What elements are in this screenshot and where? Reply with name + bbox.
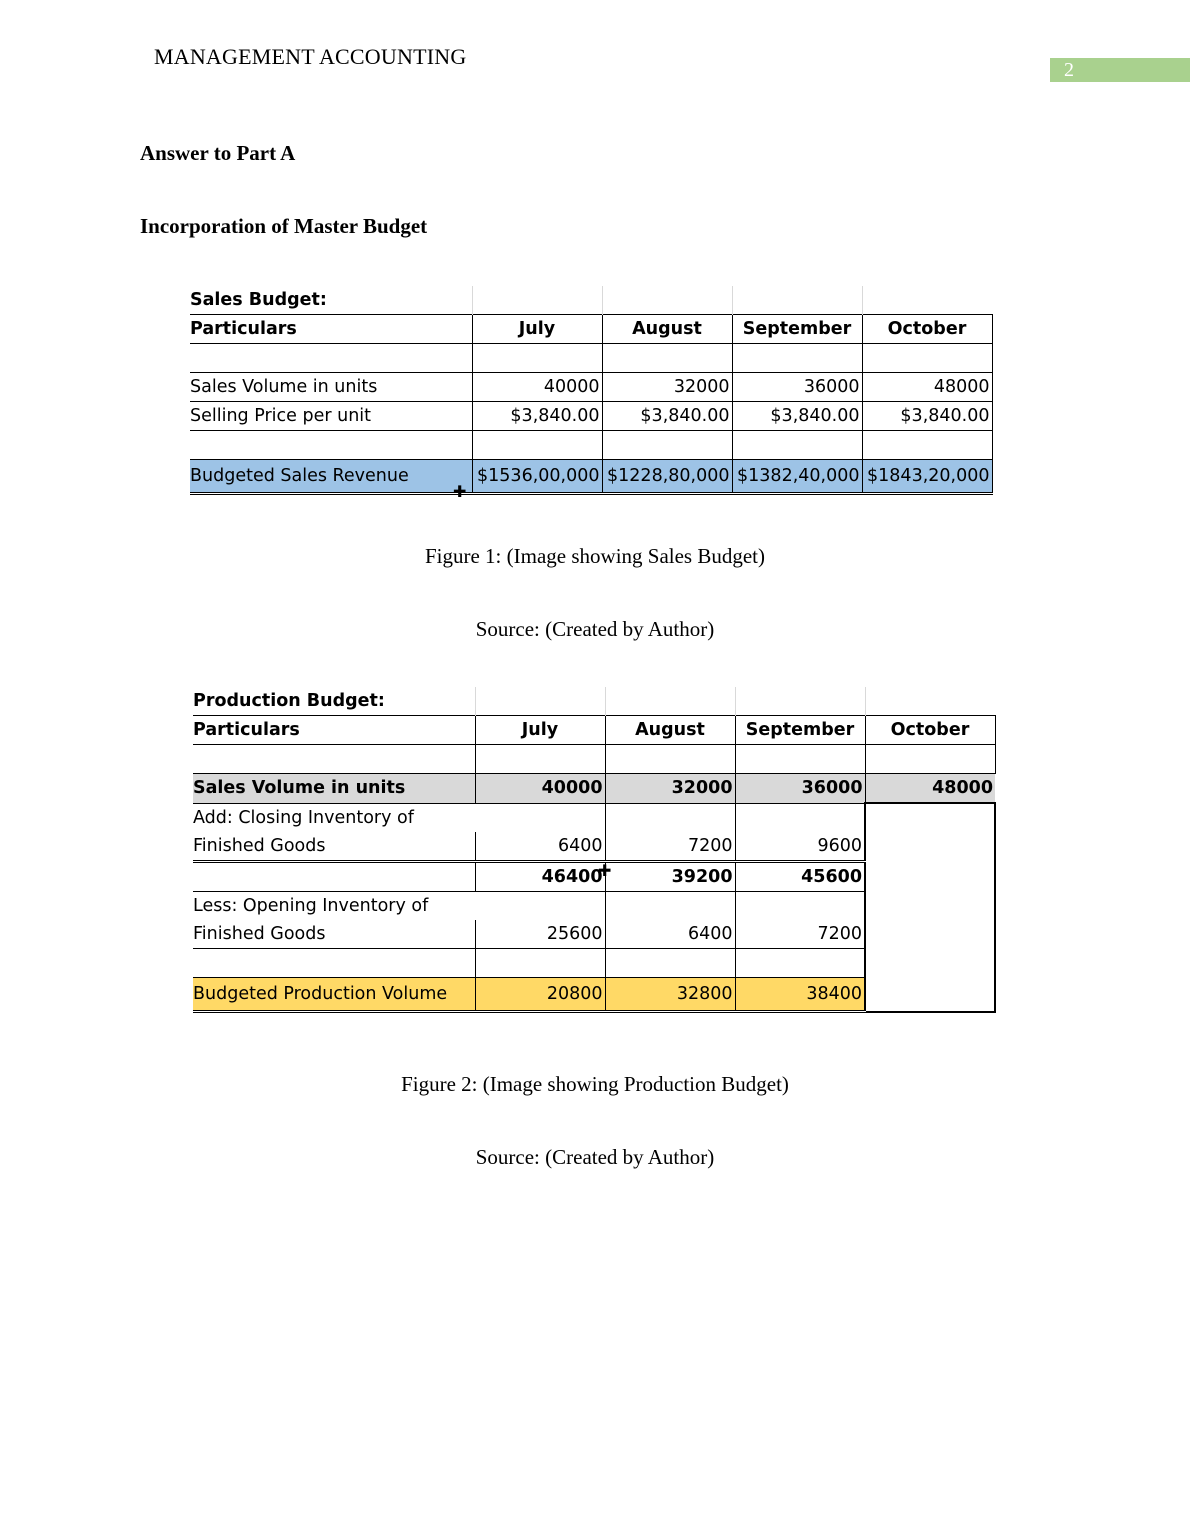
cell-value: $1843,20,000 — [862, 460, 992, 494]
cell-value: 48000 — [865, 774, 995, 804]
column-header: September — [735, 716, 865, 745]
figure1-source: Source: (Created by Author) — [475, 617, 715, 641]
cell-value: 6400 — [475, 832, 605, 862]
cell-value: 32800 — [605, 978, 735, 1012]
row-label: Budgeted Production Volume — [193, 978, 475, 1012]
figure2-caption: Figure 2: (Image showing Production Budget) — [401, 1072, 789, 1096]
row-label — [193, 862, 475, 892]
part-heading: Answer to Part A — [140, 141, 296, 165]
table-row — [190, 460, 992, 494]
row-label: Budgeted Sales Revenue — [190, 460, 472, 494]
figure1-caption: Figure 1: (Image showing Sales Budget) — [424, 544, 766, 568]
table-row — [193, 920, 995, 949]
figure2-source: Source: (Created by Author) — [475, 1145, 715, 1169]
cell-value: 46400 — [475, 862, 605, 892]
running-header: MANAGEMENT ACCOUNTING — [154, 44, 467, 69]
cell-value: $1382,40,000 — [732, 460, 862, 494]
cell-cursor-icon: ✚ — [598, 861, 612, 880]
column-header: Particulars — [193, 716, 475, 745]
table-row — [193, 892, 995, 921]
cell-value: $1228,80,000 — [602, 460, 732, 494]
production-budget-title: Production Budget: — [193, 691, 385, 711]
cell-value: 36000 — [732, 373, 862, 402]
table-row — [193, 832, 995, 862]
section-heading: Incorporation of Master Budget — [140, 214, 428, 238]
table-row — [190, 402, 992, 431]
table-row — [193, 862, 995, 892]
cell-value: 36000 — [735, 774, 865, 804]
sales-budget-title: Sales Budget: — [190, 290, 327, 310]
cell-value: 32000 — [602, 373, 732, 402]
column-header: July — [472, 315, 602, 344]
sales-budget-table — [190, 286, 993, 495]
cell-value: 6400 — [605, 920, 735, 949]
column-header: Particulars — [190, 315, 472, 344]
cell-value: 39200 — [605, 862, 735, 892]
cell-value: 7200 — [605, 832, 735, 862]
cell-value: 20800 — [475, 978, 605, 1012]
row-label: Less: Opening Inventory of — [193, 896, 429, 916]
column-header: July — [475, 716, 605, 745]
cell-value: $3,840.00 — [732, 402, 862, 431]
row-label: Add: Closing Inventory of — [193, 807, 414, 828]
cell-value: 32000 — [605, 774, 735, 804]
column-header: August — [602, 315, 732, 344]
page-number: 2 — [1050, 58, 1190, 82]
cell-value: 40000 — [472, 373, 602, 402]
cell-value: $1536,00,000 — [472, 460, 602, 494]
column-header: October — [865, 716, 995, 745]
cell-value: $3,840.00 — [862, 402, 992, 431]
table-row — [193, 803, 995, 832]
column-header: August — [605, 716, 735, 745]
column-header: September — [732, 315, 862, 344]
cell-value: 7200 — [735, 920, 865, 949]
row-label: Selling Price per unit — [190, 402, 472, 431]
cell-cursor-icon: ✚ — [453, 482, 467, 501]
cell-value: 9600 — [735, 832, 865, 862]
cell-value: 40000 — [475, 774, 605, 804]
table-row — [190, 373, 992, 402]
cell-value: 48000 — [862, 373, 992, 402]
production-budget-table — [193, 687, 996, 1013]
cell-value: 25600 — [475, 920, 605, 949]
table-row — [193, 978, 995, 1012]
row-label: Sales Volume in units — [190, 373, 472, 402]
cell-value: 38400 — [735, 978, 865, 1012]
cell-value: 45600 — [735, 862, 865, 892]
table-row — [193, 774, 995, 804]
cell-value: $3,840.00 — [472, 402, 602, 431]
cell-value: $3,840.00 — [602, 402, 732, 431]
row-label: Finished Goods — [193, 920, 475, 949]
column-header: October — [862, 315, 992, 344]
row-label: Finished Goods — [193, 832, 475, 862]
row-label: Sales Volume in units — [193, 774, 475, 804]
